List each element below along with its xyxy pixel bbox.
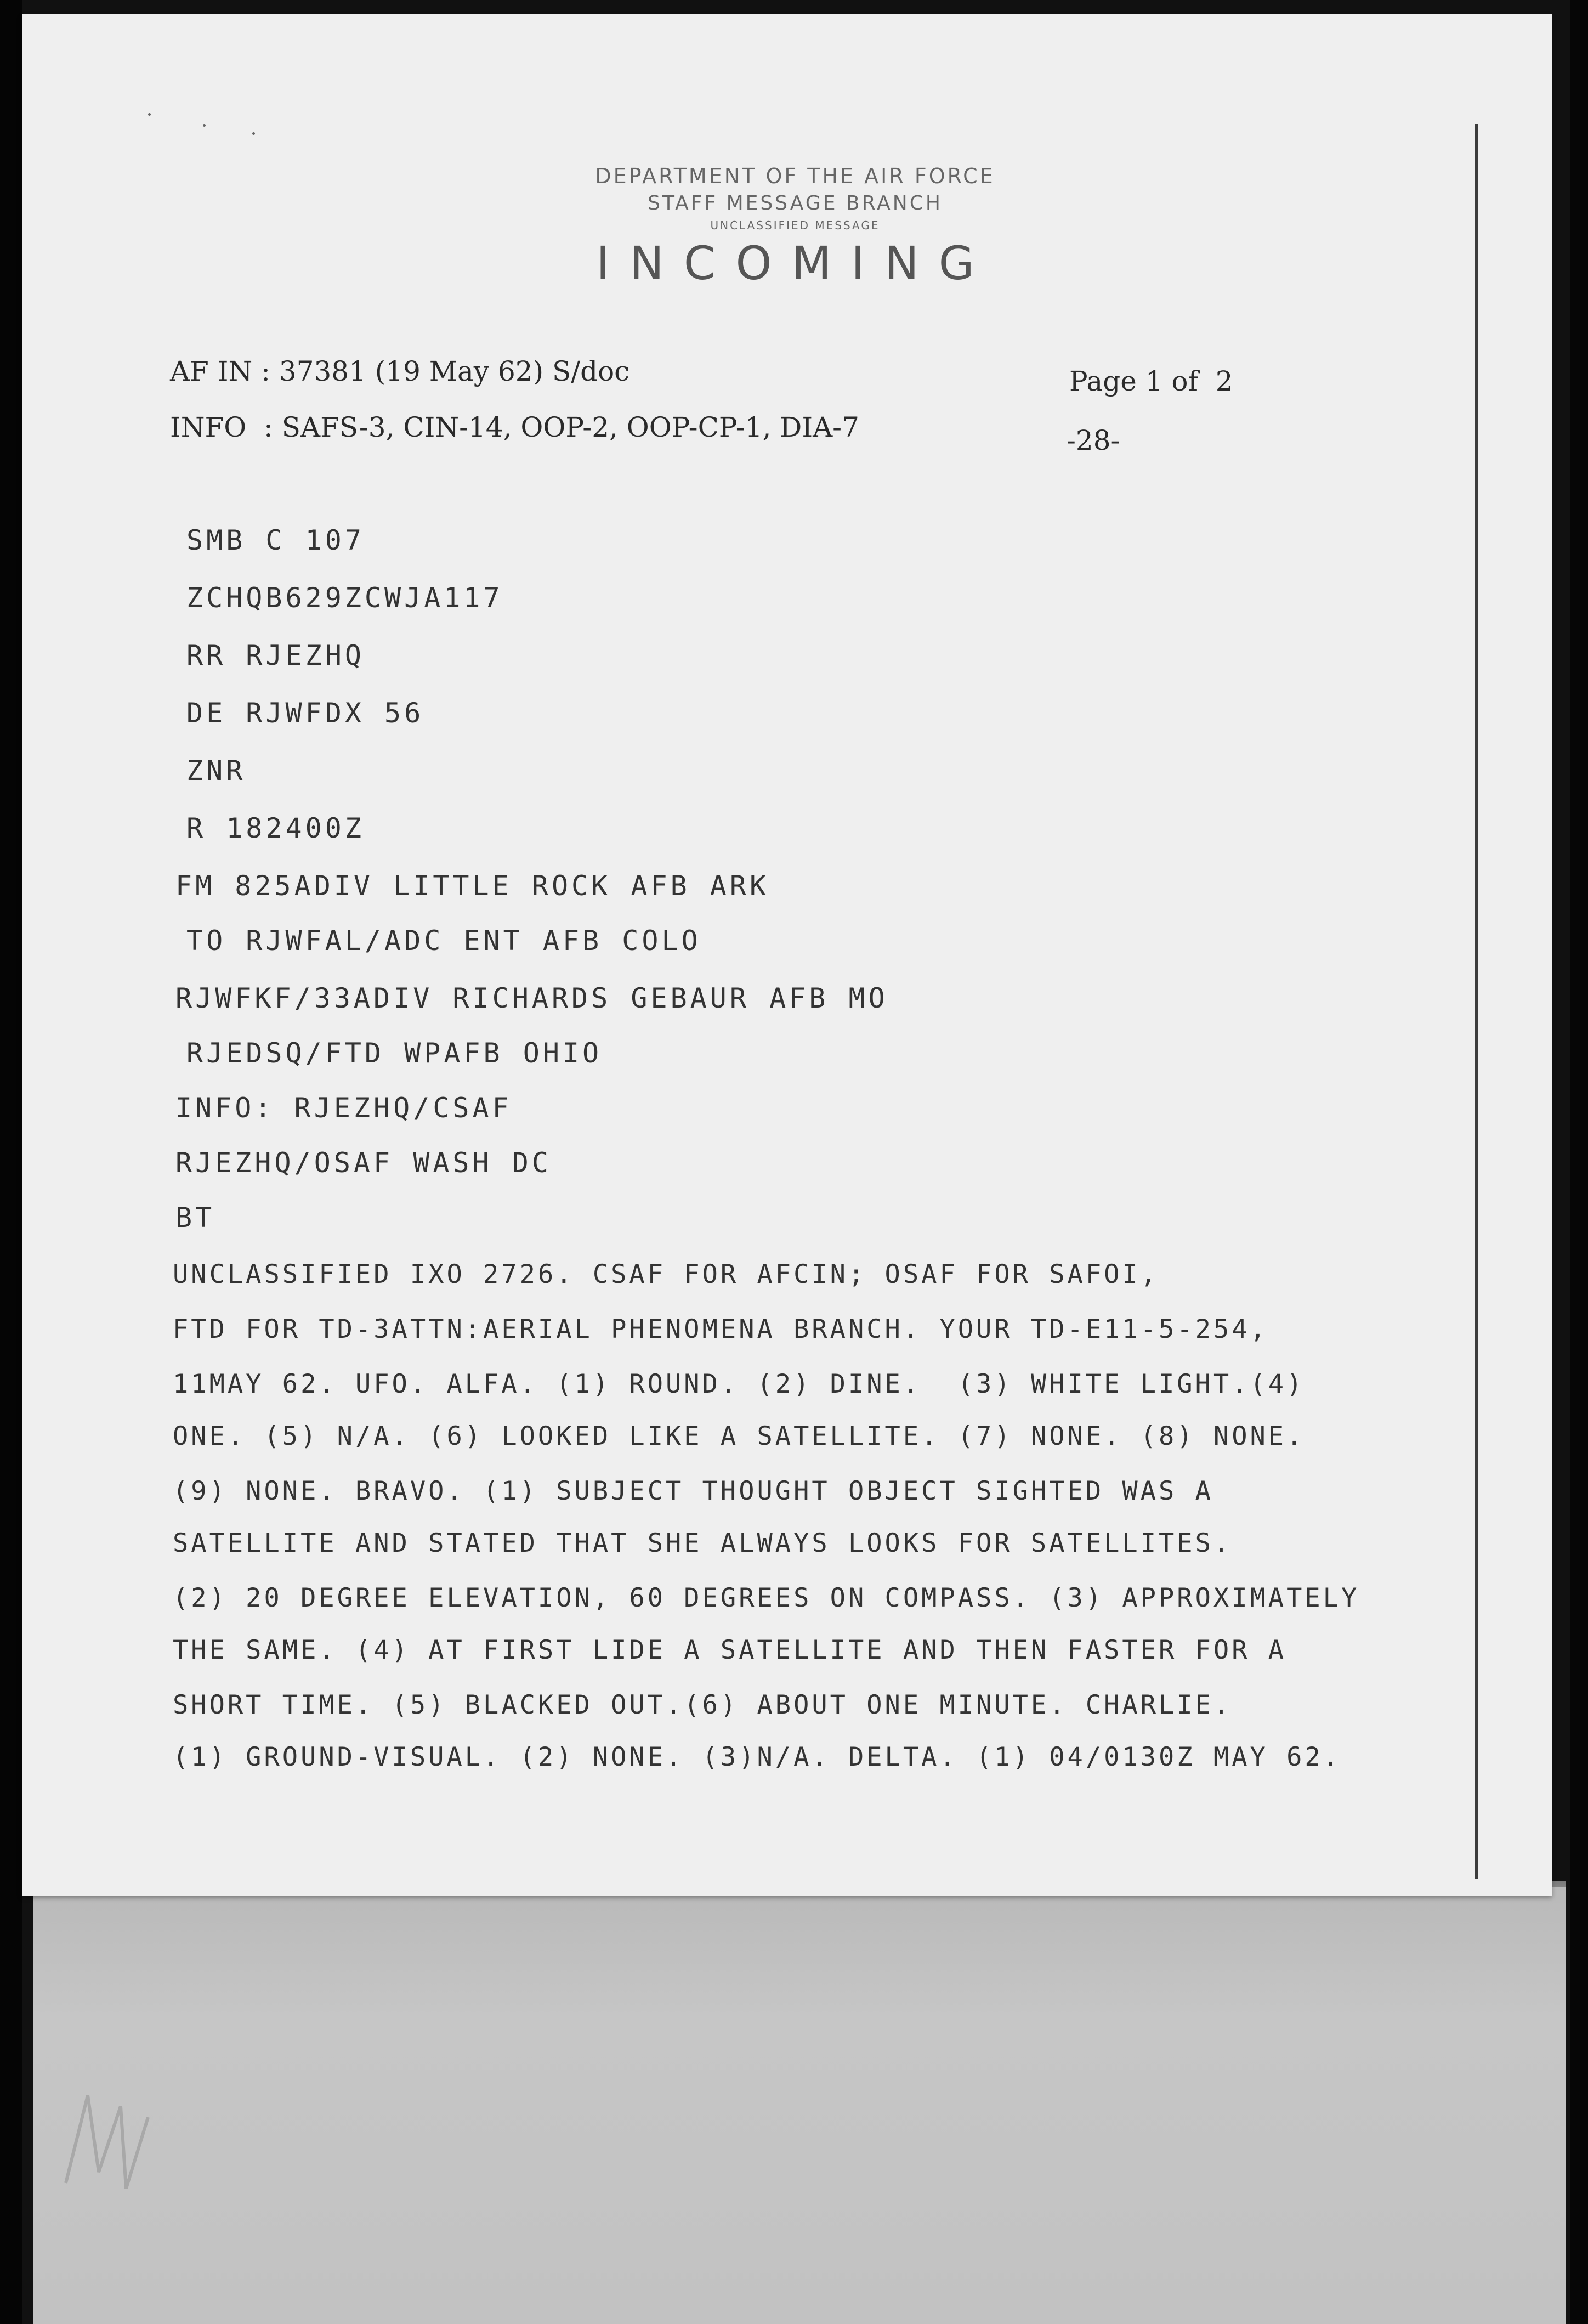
- vertical-rule: [1475, 124, 1478, 1879]
- body-line: FTD FOR TD-3ATTN:AERIAL PHENOMENA BRANCH. YOUR TD-E11-5-254,: [173, 1314, 1268, 1344]
- speck: [203, 124, 206, 127]
- incoming-label: INCOMING: [596, 236, 994, 290]
- classification-label: UNCLASSIFIED MESSAGE: [710, 219, 880, 232]
- header-line: DE RJWFDX 56: [186, 697, 424, 729]
- header-line: FM 825ADIV LITTLE ROCK AFB ARK: [175, 870, 770, 902]
- header-line: BT: [175, 1202, 215, 1234]
- body-line: 11MAY 62. UFO. ALFA. (1) ROUND. (2) DINE. (3) WHITE LIGHT.(4): [173, 1369, 1305, 1399]
- header-line: RJEDSQ/FTD WPAFB OHIO: [186, 1037, 603, 1069]
- message-header-stamp: [570, 162, 1020, 291]
- info-line: INFO : SAFS-3, CIN-14, OOP-2, OOP-CP-1, DIA-7: [170, 411, 859, 443]
- page-number: Page 1 of 2: [1069, 365, 1233, 397]
- page-code: -28-: [1067, 425, 1120, 456]
- body-line: UNCLASSIFIED IXO 2726. CSAF FOR AFCIN; OSAF FOR SAFOI,: [173, 1259, 1159, 1290]
- header-line: ZNR: [186, 755, 246, 787]
- body-line: (9) NONE. BRAVO. (1) SUBJECT THOUGHT OBJECT SIGHTED WAS A: [173, 1476, 1213, 1506]
- body-line: THE SAME. (4) AT FIRST LIDE A SATELLITE AND THEN FASTER FOR A: [173, 1635, 1287, 1665]
- underlying-sheet: [33, 1887, 1566, 2324]
- speck: [252, 132, 255, 135]
- header-line: TO RJWFAL/ADC ENT AFB COLO: [186, 925, 701, 957]
- header-line: R 182400Z: [186, 812, 365, 844]
- body-line: (1) GROUND-VISUAL. (2) NONE. (3)N/A. DELTA. (1) 04/0130Z MAY 62.: [173, 1742, 1341, 1772]
- body-line: SHORT TIME. (5) BLACKED OUT.(6) ABOUT ONE MINUTE. CHARLIE.: [173, 1690, 1232, 1720]
- body-line: SATELLITE AND STATED THAT SHE ALWAYS LOOKS FOR SATELLITES.: [173, 1528, 1232, 1558]
- header-line: INFO: RJEZHQ/CSAF: [175, 1092, 512, 1124]
- header-line: RJWFKF/33ADIV RICHARDS GEBAUR AFB MO: [175, 982, 888, 1014]
- faint-scribble-mark: [44, 2073, 186, 2216]
- af-in-line: AF IN : 37381 (19 May 62) S/doc: [170, 355, 630, 387]
- body-line: (2) 20 DEGREE ELEVATION, 60 DEGREES ON COMPASS. (3) APPROXIMATELY: [173, 1583, 1360, 1613]
- body-line: ONE. (5) N/A. (6) LOOKED LIKE A SATELLITE. (7) NONE. (8) NONE.: [173, 1421, 1305, 1451]
- film-edge-right: [1570, 0, 1588, 2324]
- header-line: RR RJEZHQ: [186, 640, 365, 671]
- film-edge-left: [0, 0, 22, 2324]
- header-line: SMB C 107: [186, 524, 365, 556]
- header-line: RJEZHQ/OSAF WASH DC: [175, 1147, 552, 1179]
- department-label: DEPARTMENT OF THE AIR FORCE: [595, 164, 995, 188]
- speck: [148, 113, 151, 116]
- branch-label: STAFF MESSAGE BRANCH: [648, 192, 943, 214]
- message-page: [22, 14, 1552, 1896]
- header-line: ZCHQB629ZCWJA117: [186, 582, 503, 614]
